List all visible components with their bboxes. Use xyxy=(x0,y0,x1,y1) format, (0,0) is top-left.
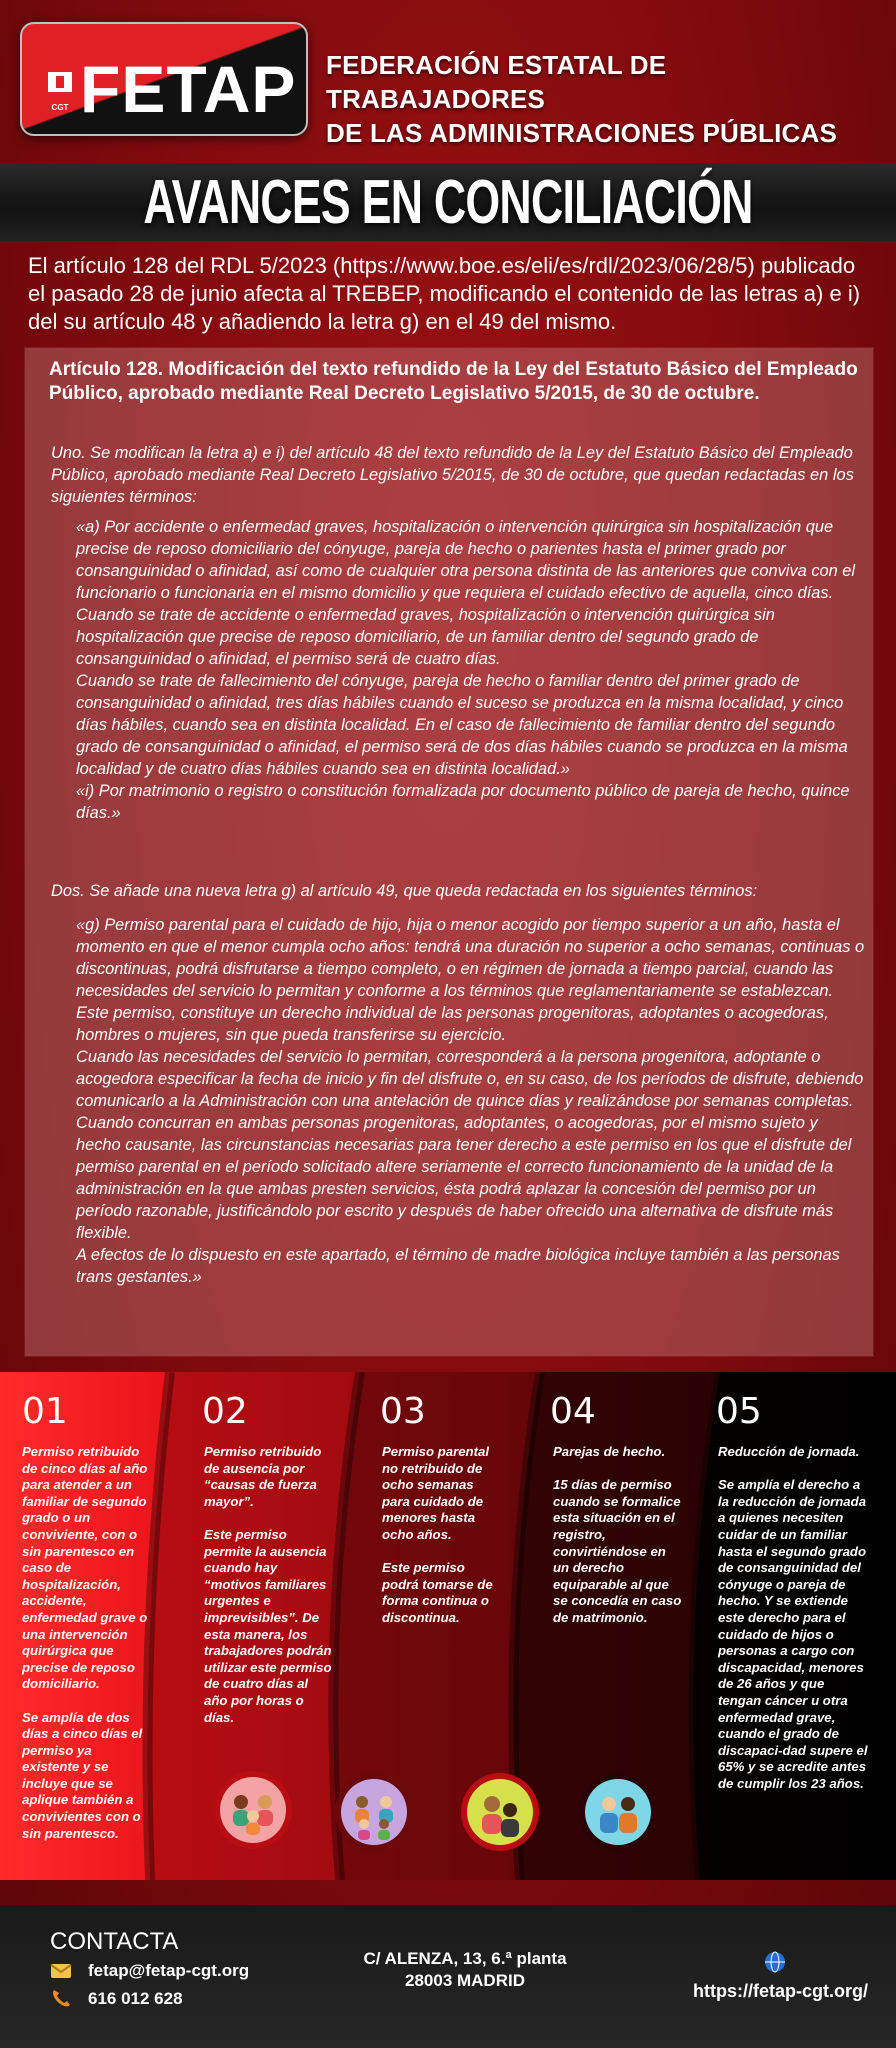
address xyxy=(330,1948,600,1992)
column-text-01: Permiso retribuido de cinco días al año para atender a un familiar de segundo grado o un conviviente, con o sin parentesco en caso de hospitalización, accidente, enfermedad grave o una intervención quirúrgica que precise de reposo domiciliario. Se amplía de dos días a cinco días el permiso ya existente y se incluye que se aplique también a convivientes con o sin parentesco. xyxy=(22,1444,148,1841)
email-icon xyxy=(50,1961,72,1981)
address-line2: 28003 MADRID xyxy=(405,1971,525,1990)
people-group-icon xyxy=(213,1770,293,1850)
column-number-05: 05 xyxy=(716,1391,762,1432)
website-link[interactable]: https://fetap-cgt.org/ xyxy=(693,1981,868,2001)
article-quote-1 xyxy=(76,516,866,824)
phone-number[interactable]: 616 012 628 xyxy=(88,1989,183,2008)
phone-icon xyxy=(50,1988,72,2008)
federation-title-line2: DE LAS ADMINISTRACIONES PÚBLICAS xyxy=(326,118,838,148)
email-link[interactable]: fetap@fetap-cgt.org xyxy=(88,1961,250,1980)
globe-icon xyxy=(760,1950,790,1974)
column-text-02: Permiso retribuido de ausencia por “causas de fuerza mayor”. Este permiso permite la ausencia cuando hay “motivos familiares urgentes e imprevisibles”. De esta manera, los trabajadores podrán utilizar este permiso de cuatro días al año por horas o días. xyxy=(204,1444,332,1725)
page-title: AVANCES EN CONCILIACIÓN xyxy=(143,168,753,237)
column-number-04: 04 xyxy=(550,1391,596,1432)
summary-columns xyxy=(0,1372,896,1880)
logo-text: FETAP xyxy=(80,52,297,126)
column-text-03: Permiso parental no retribuido de ocho semanas para cuidado de menores hasta ocho años. Este permiso podrá tomarse de forma continua o discontinua. xyxy=(382,1444,493,1625)
article-uno: Uno. Se modifican la letra a) e i) del artículo 48 del texto refundido de la Ley del Estatuto Básico del Empleado Público, aprobado mediante Real Decreto Legislativo 5/2015, de 30 de octubre, que quedan redactadas en los siguientes términos: xyxy=(51,444,854,506)
article-quote-2 xyxy=(76,914,866,1288)
article-dos: Dos. Se añade una nueva letra g) al artículo 49, que queda redactada en los siguientes términos: xyxy=(51,882,758,900)
couple-icon xyxy=(460,1772,540,1852)
quote1-paragraph: «a) Por accidente o enfermedad graves, hospitalización o intervención quirúrgica sin hospitalización que precise de reposo domiciliario del cónyuge, pareja de hecho o parientes hasta el primer grado por consanguinidad o afinidad, así como de cualquier otra persona distinta de las anteriores que conviva con el funcionario o funcionaria en el mismo domicilio y que requiera el cuidado efectivo de aquella, cinco días. xyxy=(76,518,856,602)
diverse-couple-icon xyxy=(578,1772,658,1852)
quote2-paragraph: Cuando concurran en ambas personas progenitoras, adoptantes, o acogedoras, por el mismo sujeto y hecho causante, las circunstancias necesarias para tener derecho a este permiso en los que el disfrute del permiso parental en el período solicitado altere seriamente el correcto funcionamiento de la unidad de la administración en la que ambas presten servicios, ésta podrá aplazar la concesión del permiso por un período razonable, justificándolo por escrito y después de haber ofrecido una alternativa de disfrute más flexible. xyxy=(76,1114,852,1242)
header xyxy=(0,0,896,160)
quote2-paragraph: Cuando las necesidades del servicio lo permitan, corresponderá a la persona progenitora, adoptante o acogedora especificar la fecha de inicio y fin del disfrute o, en su caso, de los períodos de disfrute, debiendo comunicarlo a la Administración con una antelación de quince días y realizándose por semanas completas. xyxy=(76,1048,864,1110)
article-title: Artículo 128. Modificación del texto refundido de la Ley del Estatuto Básico del Empleado Público, aprobado mediante Real Decreto Legislativo 5/2015, de 30 de octubre. xyxy=(49,359,858,404)
column-number-02: 02 xyxy=(202,1391,248,1432)
column-text-04: Parejas de hecho. 15 días de permiso cuando se formalice esta situación en el registro, convirtiéndose en un derecho equiparable al que se concedía en caso de matrimonio. xyxy=(553,1444,682,1625)
quote2-paragraph: «g) Permiso parental para el cuidado de hijo, hija o menor acogido por tiempo superior a un año, hasta el momento en que el menor cumpla ocho años: tendrá una duración no superior a ocho semanas, continuas o discontinuas, podrá disfrutarse a tiempo completo, o en régimen de jornada a tiempo parcial, cuando las necesidades del servicio lo permitan y conforme a los términos que reglamentariamente se establezcan. xyxy=(76,916,865,1000)
column-text-05: Reducción de jornada. Se amplía el derecho a la reducción de jornada a quienes necesiten cuidar de un familiar hasta el segundo grado de consanguinidad del cónyuge o pareja de hecho. Y se extiende este derecho para el cuidado de hijos o personas a cargo con discapacidad, menores de 26 años y que tengan cáncer u otra enfermedad grave, cuando el grado de discapaci-dad supere el 65% y se acredite antes de cumplir los 23 años. xyxy=(718,1444,868,1791)
address-line1: C/ ALENZA, 13, 6.ª planta xyxy=(363,1949,567,1968)
fetap-logo[interactable] xyxy=(20,22,308,136)
family-group-icon xyxy=(334,1772,414,1852)
quote1-paragraph: «i) Por matrimonio o registro o constitución formalizada por documento público de pareja de hecho, quince días.» xyxy=(76,782,850,822)
column-number-01: 01 xyxy=(22,1391,68,1432)
quote1-paragraph: Cuando se trate de accidente o enfermedad graves, hospitalización o intervención quirúrgica sin hospitalización que precise de reposo domiciliario, de un familiar dentro del segundo grado de consanguinidad o afinidad, el permiso será de cuatro días. xyxy=(76,606,775,668)
column-number-03: 03 xyxy=(380,1391,426,1432)
quote2-paragraph: A efectos de lo dispuesto en este apartado, el término de madre biológica incluye también a las personas trans gestantes.» xyxy=(76,1246,840,1286)
intro-paragraph: El artículo 128 del RDL 5/2023 (https://www.boe.es/eli/es/rdl/2023/06/28/5) publicado el pasado 28 de junio afecta al TREBEP, modificando el contenido de las letras a) e i) del su artículo 48 y añadiendo la letra g) en el 49 del mismo. xyxy=(28,253,861,334)
article-box xyxy=(25,348,873,1356)
svg-text:CGT: CGT xyxy=(51,103,69,112)
cgt-flag-icon xyxy=(46,70,74,116)
federation-title xyxy=(326,48,886,150)
contact-title: CONTACTA xyxy=(50,1928,179,1955)
federation-title-line1: FEDERACIÓN ESTATAL DE TRABAJADORES xyxy=(326,50,667,114)
quote2-paragraph: Este permiso, constituye un derecho individual de las personas progenitoras, adoptantes o acogedoras, hombres o mujeres, sin que pueda transferirse su ejercicio. xyxy=(76,1004,829,1044)
quote1-paragraph: Cuando se trate de fallecimiento del cónyuge, pareja de hecho o familiar dentro del primer grado de consanguinidad o afinidad, tres días hábiles cuando el suceso se produzca en la misma localidad, y cinco días hábiles, cuando sea en distinta localidad. En el caso de fallecimiento de familiar dentro del segundo grado de consanguinidad o afinidad, el permiso será de dos días hábiles cuando se produzca en la misma localidad y de cuatro días hábiles cuando sea en distinta localidad.» xyxy=(76,672,848,778)
